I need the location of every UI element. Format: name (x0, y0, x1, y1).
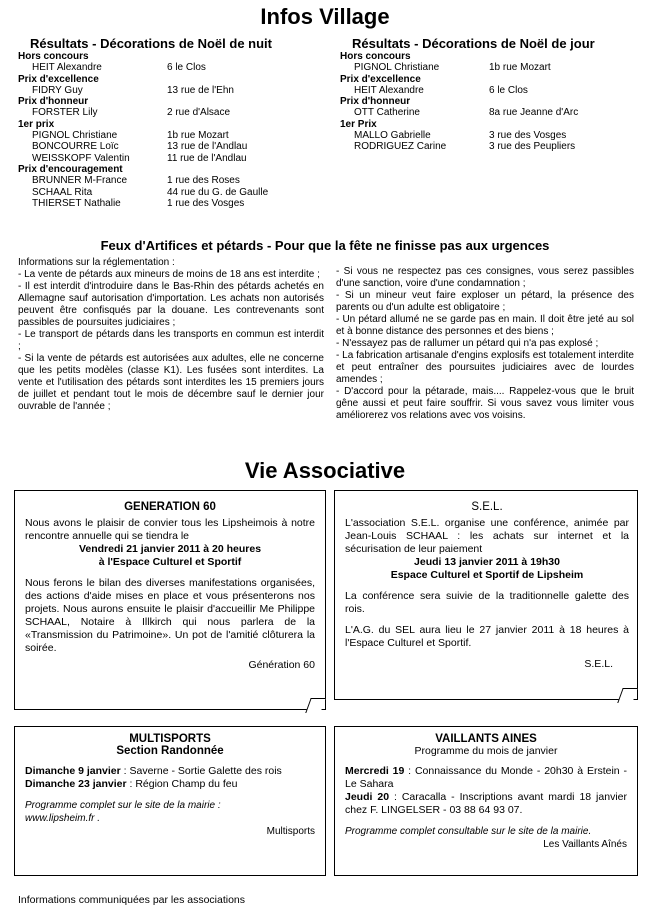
winner-name: THIERSET Nathalie (32, 198, 121, 209)
rule-item: - Il est interdit d'introduire dans le Bas-Rhin des pétards achetés en Allemagne sauf autorisation d'importation. Les achats non autorisés peuvent être confisqués par la douane. Les contrevenants sont passibles de poursuites judiciaires ; (18, 281, 324, 328)
rule-item: - La fabrication artisanale d'engins explosifs est totalement interdite et peut entraîner des poursuites judiciaires avec de lourdes amendes ; (336, 350, 634, 385)
winner-row (340, 130, 640, 142)
sel-place: Espace Culturel et Sportif de Lipsheim (390, 569, 584, 581)
winner-row (18, 130, 328, 142)
sel-signature: S.E.L. (584, 658, 613, 670)
box-vaillants-aines (334, 726, 638, 876)
box-multisports (14, 726, 326, 876)
winner-row (18, 107, 328, 119)
winner-row (18, 175, 328, 187)
sel-galette: La conférence sera suivie de la traditionnelle galette des rois. (345, 590, 629, 615)
winner-name: BRUNNER M-France (32, 175, 128, 186)
prize-category: Prix d'excellence (340, 73, 421, 85)
winner-address: 1 rue des Roses (167, 175, 240, 186)
multisports-event-2 (25, 778, 315, 791)
winner-name: SCHAAL Rita (32, 186, 93, 198)
results-day-list (340, 51, 640, 153)
winner-row (18, 62, 328, 74)
box-generation-60 (14, 490, 326, 710)
winner-row (18, 85, 328, 97)
winner-address: 3 rue des Vosges (489, 129, 567, 141)
multisports-event-1-date: Dimanche 9 janvier (25, 765, 121, 777)
winner-address: 2 rue d'Alsace (167, 107, 231, 118)
rule-item: - Le transport de pétards dans les transports en commun est interdit ; (18, 329, 324, 352)
winner-row (340, 107, 640, 119)
generation-60-place: à l'Espace Culturel et Sportif (98, 556, 242, 568)
winner-name: PIGNOL Christiane (354, 62, 440, 73)
sel-title: S.E.L. (471, 501, 503, 513)
results-night-list (18, 51, 328, 210)
winner-address: 13 rue de l'Ehn (167, 84, 234, 96)
vaillants-event-2-date: Jeudi 20 (345, 791, 390, 803)
winner-address: 3 rue des Peupliers (489, 141, 576, 152)
sel-date: Jeudi 13 janvier 2011 à 19h30 (414, 556, 560, 568)
rule-item: - D'accord pour la pétarade, mais.... Rappelez-vous que le bruit gêne aussi et peut faire souffrir. Si vous savez vous limiter vous améliorerez vos relations avec vos voisins. (336, 386, 634, 421)
prize-category: Prix d'honneur (18, 96, 89, 107)
winner-name: HEIT Alexandre (354, 84, 424, 96)
winner-row (18, 141, 328, 153)
winner-row (18, 153, 328, 165)
rule-item: Informations sur la réglementation : (18, 257, 175, 268)
generation-60-signature: Génération 60 (248, 659, 315, 671)
prize-category: 1er Prix (340, 118, 377, 130)
winner-address: 8a rue Jeanne d'Arc (489, 107, 579, 118)
winner-address: 1b rue Mozart (489, 62, 551, 73)
multisports-event-1-desc: : Saverne - Sortie Galette des rois (120, 765, 282, 777)
winner-name: HEIT Alexandre (32, 62, 102, 73)
winner-row (18, 187, 328, 199)
generation-60-intro: Nous avons le plaisir de convier tous les Lipsheimois à notre rencontre annuelle qui se tiendra le (25, 517, 315, 542)
vaillants-event-1-desc: : Connaissance du Monde - 20h30 à Erstein - Le Sahara (345, 765, 627, 790)
prize-category: Prix d'encouragement (18, 164, 123, 175)
vaillants-event-2 (345, 791, 627, 817)
box-sel (334, 490, 638, 700)
prize-category: Prix d'honneur (340, 96, 411, 107)
rule-item: - Si un mineur veut faire exploser un pétard, la présence des parents ou d'un adulte est obligatoire ; (336, 290, 634, 313)
results-day (340, 36, 640, 153)
results-night (18, 36, 328, 210)
sel-ag: L'A.G. du SEL aura lieu le 27 janvier 2011 à 18 heures à l'Espace Culturel et Sportif. (345, 624, 629, 649)
fireworks-rules-left (18, 257, 324, 413)
winner-name: PIGNOL Christiane (32, 129, 118, 141)
generation-60-title: GENERATION 60 (124, 501, 216, 513)
vaillants-note: Programme complet consultable sur le site de la mairie. (345, 826, 592, 837)
winner-address: 11 rue de l'Andlau (167, 152, 247, 164)
multisports-signature: Multisports (266, 826, 315, 837)
fireworks-rules-right (336, 266, 634, 422)
vaillants-event-1 (345, 765, 627, 791)
winner-address: 1b rue Mozart (167, 129, 229, 141)
winner-name: FORSTER Lily (32, 107, 98, 118)
winner-row (18, 198, 328, 210)
vaillants-event-2-desc: : Caracalla - Inscriptions avant mardi 18 janvier chez F. LINGELSER - 03 88 64 93 07. (345, 791, 627, 816)
results-day-title: Résultats - Décorations de Noël de jour (352, 36, 595, 51)
winner-name: WEISSKOPF Valentin (32, 152, 130, 164)
footer-note: Informations communiquées par les associations (18, 894, 246, 906)
multisports-event-2-desc: : Région Champ du feu (126, 778, 238, 790)
winner-name: OTT Catherine (354, 107, 420, 118)
winner-address: 6 le Clos (489, 84, 528, 96)
rule-item: - Un pétard allumé ne se garde pas en main. Il doit être jeté au sol et à bonne distance des personnes et des biens ; (336, 314, 634, 337)
multisports-event-1 (25, 765, 315, 778)
generation-60-date: Vendredi 21 janvier 2011 à 20 heures (78, 543, 262, 555)
fireworks-title: Feux d'Artifices et pétards - Pour que la fête ne finisse pas aux urgences (100, 238, 550, 253)
winner-row (340, 141, 640, 153)
prize-category: Hors concours (340, 51, 411, 62)
vaillants-subtitle: Programme du mois de janvier (414, 745, 558, 757)
rule-item: - Si vous ne respectez pas ces consignes, vous serez passibles d'une sanction, voire d'une condamnation ; (336, 266, 634, 289)
sel-intro: L'association S.E.L. organise une conférence, animée par Jean-Louis SCHAAL : les achats sur internet et la sécurisation de leur paiement (345, 517, 629, 555)
winner-row (340, 62, 640, 74)
section-title-associations: Vie Associative (244, 458, 406, 483)
rule-item: - N'essayez pas de rallumer un pétard qui n'a pas explosé ; (336, 338, 599, 349)
vaillants-event-1-date: Mercredi 19 (345, 765, 405, 777)
winner-address: 1 rue des Vosges (167, 198, 245, 209)
vaillants-title: VAILLANTS AINES (435, 733, 537, 745)
winner-address: 6 le Clos (167, 62, 206, 73)
page-title: Infos Village (260, 4, 390, 29)
prize-category: Prix d'excellence (18, 73, 99, 85)
winner-row (340, 85, 640, 97)
multisports-title: MULTISPORTS (129, 733, 211, 745)
winner-name: FIDRY Guy (32, 84, 83, 96)
multisports-subtitle: Section Randonnée (116, 745, 224, 757)
multisports-note: Programme complet sur le site de la mairie : www.lipsheim.fr . (25, 800, 221, 824)
winner-address: 13 rue de l'Andlau (167, 141, 248, 152)
prize-category: Hors concours (18, 51, 89, 62)
winner-name: MALLO Gabrielle (354, 129, 431, 141)
rule-item: - Si la vente de pétards est autorisées aux adultes, elle ne concerne que les petits modèles (classe K1). Les fusées sont interdites. La vente et l'utilisation des pétards sont interdites les 15 premiers jours de juillet et pendant tout le mois de décembre sauf le dernier jour ouvrable de l'année ; (18, 353, 324, 412)
winner-address: 44 rue du G. de Gaulle (167, 186, 269, 198)
winner-name: BONCOURRE Loïc (32, 141, 119, 152)
generation-60-body: Nous ferons le bilan des diverses manifestations organisées, des actions d'aide mises en place et vous présenterons nos projets. Nous aurons ensuite le plaisir d'accueillir Me Philippe SCHAAL, Notaire à Illkirch qui nous parlera de la «Transmission du Patrimoine». Un pot de l'amitié clôturera la soirée. (25, 577, 315, 654)
results-night-title: Résultats - Décorations de Noël de nuit (30, 36, 272, 51)
vaillants-signature: Les Vaillants Aînés (543, 839, 627, 850)
rule-item: - La vente de pétards aux mineurs de moins de 18 ans est interdite ; (18, 269, 320, 280)
multisports-event-2-date: Dimanche 23 janvier (25, 778, 127, 790)
prize-category: 1er prix (18, 118, 55, 130)
winner-name: RODRIGUEZ Carine (354, 141, 447, 152)
